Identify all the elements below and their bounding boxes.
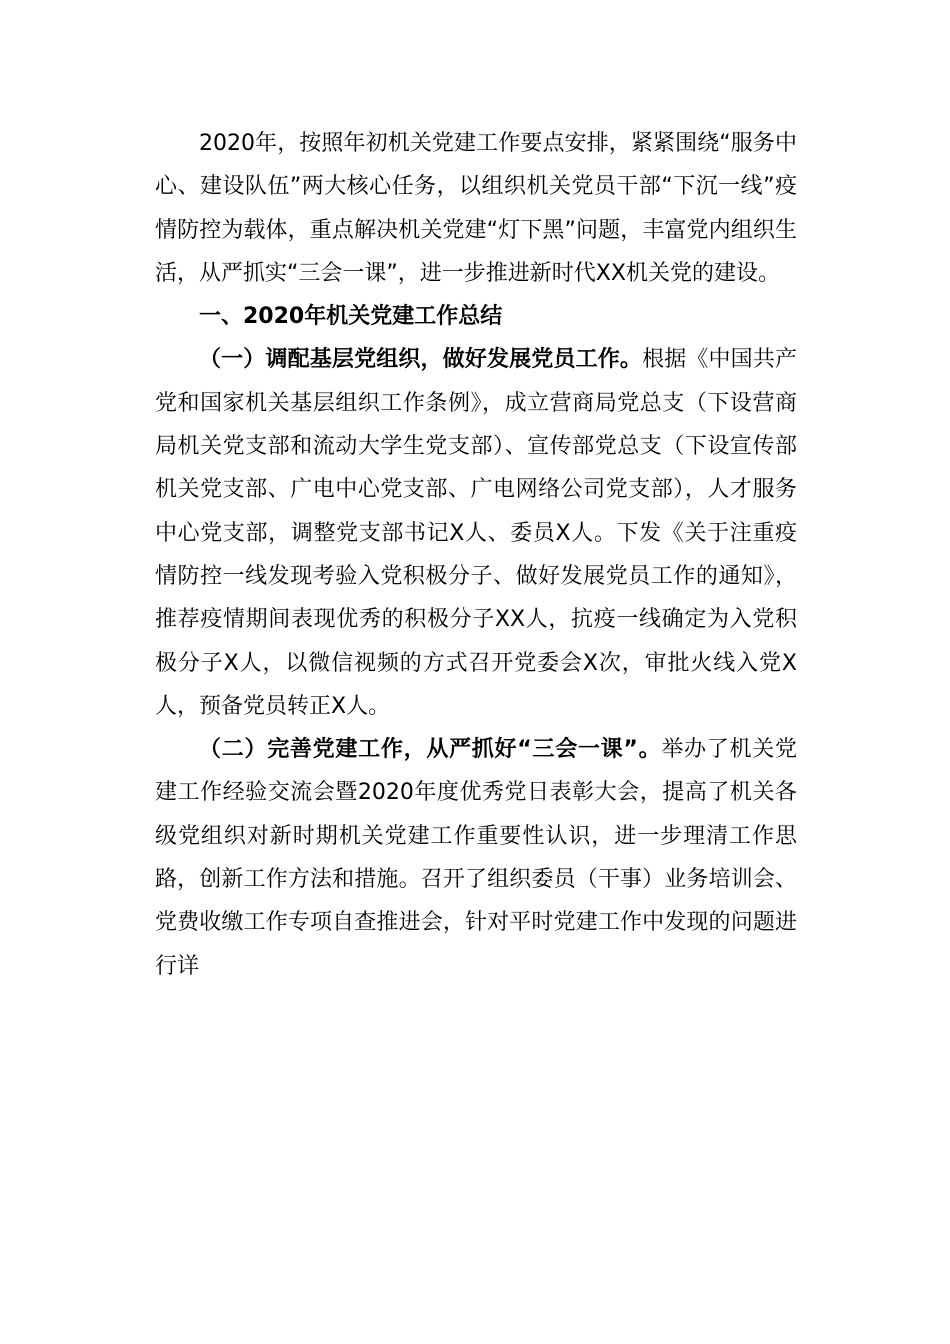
item-1-title: （一）调配基层党组织，做好发展党员工作。 [199, 347, 643, 373]
item-1-body: 根据《中国共产党和国家机关基层组织工作条例》，成立营商局党总支（下设营商局机关党支部和流动大学生党支部）、宣传部党总支（下设宣传部机关党支部、广电中心党支部、广电网络公司党支部），人才服务中心党支部，调整党支部书记X人、委员X人。下发《关于注重疫情防控一线发现考验入党积极分子、做好发展党员工作的通知》，推荐疫情期间表现优秀的积极分子XX人，抗疫一线确定为入党积极分子X人，以微信视频的方式召开党委会X次，审批火线入党X人，预备党员转正X人。 [155, 347, 797, 719]
item-2-body: 举办了机关党建工作经验交流会暨2020年度优秀党日表彰大会，提高了机关各级党组织对新时期机关党建工作重要性认识，进一步理清工作思路，创新工作方法和措施。召开了组织委员（干事）业务培训会、党费收缴工作专项自查推进会，针对平时党建工作中发现的问题进行详 [155, 737, 797, 979]
intro-paragraph [155, 122, 797, 295]
item-1-paragraph [155, 338, 797, 728]
item-2-title: （二）完善党建工作，从严抓好“三会一课”。 [199, 737, 662, 763]
intro-text: 2020年，按照年初机关党建工作要点安排，紧紧围绕“服务中心、建设队伍”两大核心任务，以组织机关党员干部“下沉一线”疫情防控为载体，重点解决机关党建“灯下黑”问题，丰富党内组织生活，从严抓实“三会一课”，进一步推进新时代XX机关党的建设。 [155, 131, 797, 286]
section-heading: 一、2020年机关党建工作总结 [199, 304, 503, 330]
item-2-paragraph [155, 728, 797, 988]
document-body [155, 122, 797, 988]
